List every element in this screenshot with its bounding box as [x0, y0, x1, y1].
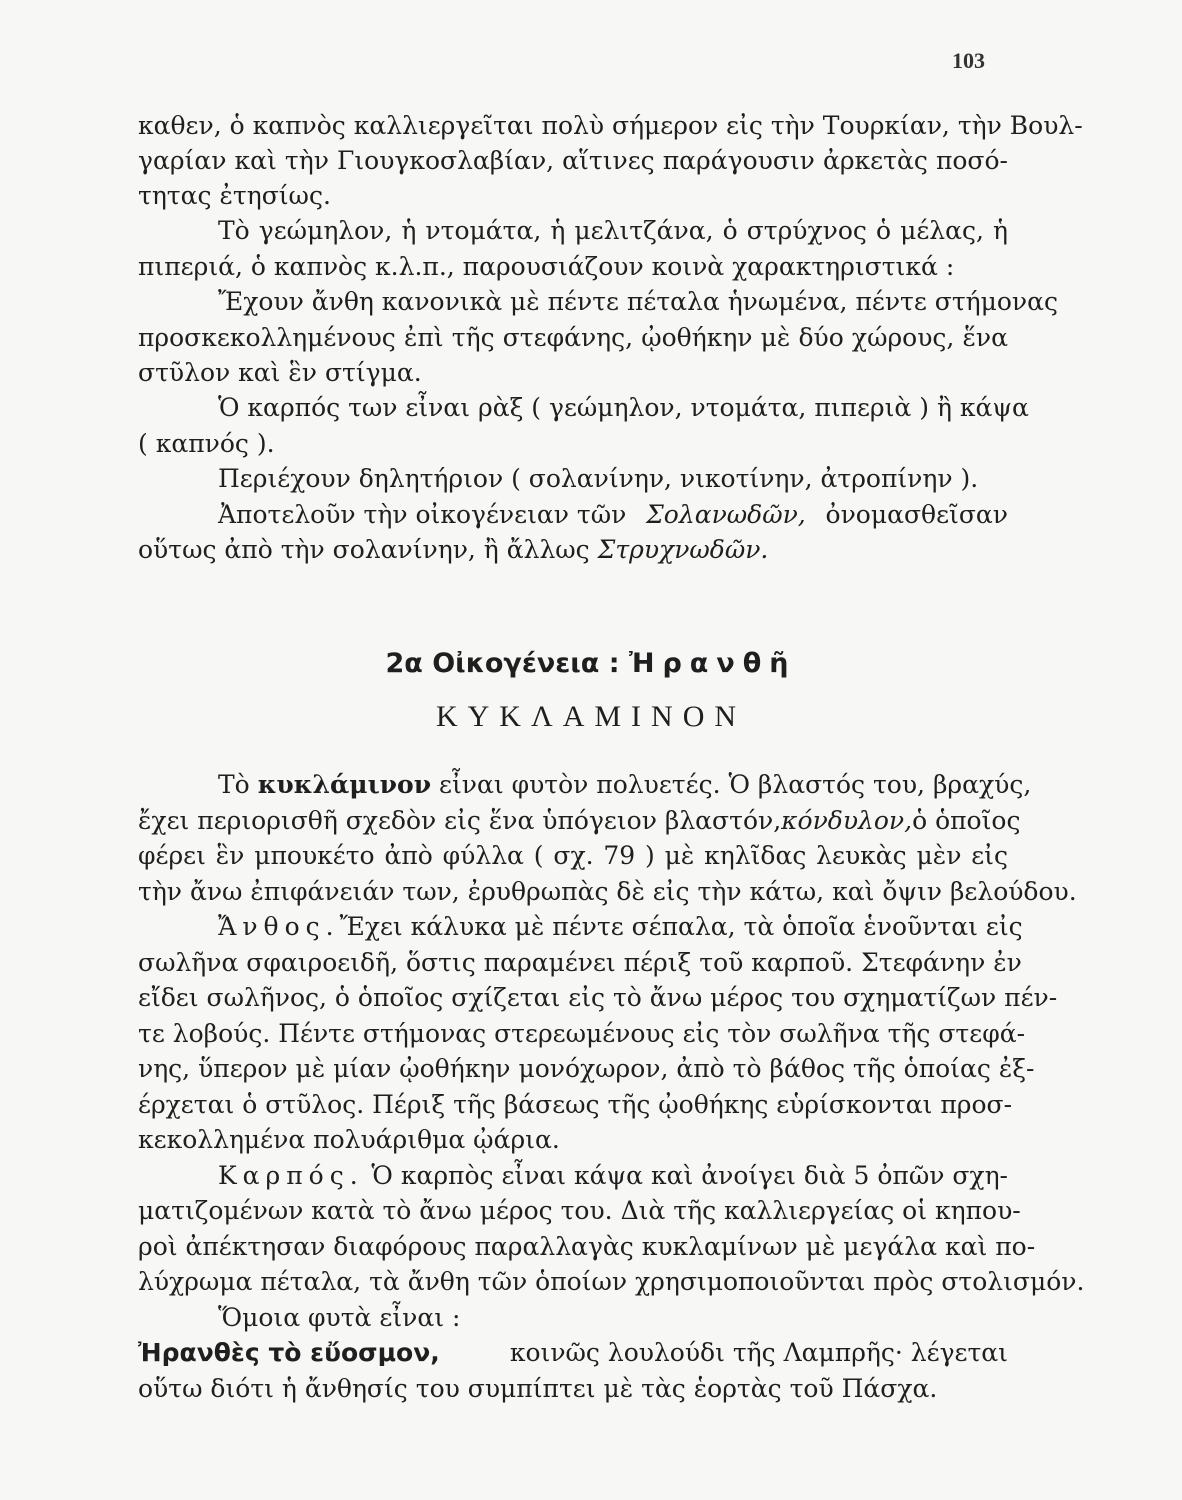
text-line [138, 1335, 1008, 1371]
text-span: ὀνομασθεῖσαν [825, 500, 1008, 529]
text-line: ( καπνός ). [138, 429, 275, 458]
text-line: τητας ἐτησίως. [138, 181, 331, 210]
text-line: γαρίαν καὶ τὴν Γιουγκοσλαβίαν, αἵτινες παράγουσιν ἀρκετὰς ποσό- [138, 146, 1008, 175]
family-heading [0, 648, 1182, 679]
italic-term: Στρυχνωδῶν. [597, 535, 769, 564]
text-span: Ἔχει κάλυκα μὲ πέντε σέπαλα, τὰ ὁποῖα ἑνοῦνται εἰς [339, 912, 1023, 941]
page-number: 103 [952, 48, 985, 73]
text-span: ἔχει περιορισθῆ σχεδὸν εἰς ἕνα ὑπόγειον βλαστόν, [138, 806, 782, 835]
text-line [218, 1158, 1008, 1194]
text-line: σωλῆνα σφαιροειδῆ, ὅστις παραμένει πέριξ τοῦ καρποῦ. Στεφάνην ἐν [138, 948, 1022, 977]
karpos-label: Καρπός. [218, 1161, 364, 1190]
text-line [138, 803, 1021, 839]
family-heading-name: Ἠρανθῆ [628, 648, 797, 679]
text-line: φέρει ἓν μπουκέτο ἀπὸ φύλλα ( σχ. 79 ) μὲ κηλῖδας λευκὰς μὲν εἰς [138, 841, 1008, 870]
family-heading-prefix: 2α Οἰκογένεια : [385, 648, 620, 679]
text-line: προσκεκολλημένους ἐπὶ τῆς στεφάνης, ᾠοθήκην μὲ δύο χώρους, ἕνα [138, 323, 1008, 352]
text-line: εἴδει σωλῆνος, ὁ ὁποῖος σχίζεται εἰς τὸ ἄνω μέρος του σχηματίζων πέν- [138, 983, 1058, 1012]
text-span: κοινῶς λουλούδι τῆς Λαμπρῆς· λέγεται [509, 1338, 1008, 1367]
text-line: έρχεται ὁ στῦλος. Πέριξ τῆς βάσεως τῆς ᾠοθήκης εὑρίσκονται προσ- [138, 1090, 1013, 1119]
text-line: οὕτω διότι ἡ ἄνθησίς του συμπίπτει μὲ τὰς ἑορτὰς τοῦ Πάσχα. [138, 1374, 938, 1403]
text-line: Ὁ καρπός των εἶναι ρὰξ ( γεώμηλον, ντομάτα, πιπεριὰ ) ἢ κάψα [218, 393, 1029, 422]
italic-term: κόνδυλον, [781, 806, 913, 835]
bold-term: κυκλάμινον [257, 770, 432, 799]
text-line: ματιζομένων κατὰ τὸ ἄνω μέρος του. Διὰ τῆς καλλιεργείας οἱ κηπου- [138, 1196, 1021, 1225]
text-line: Ἔχουν ἄνθη κανονικὰ μὲ πέντε πέταλα ἡνωμένα, πέντε στήμονας [218, 287, 1059, 316]
text-span: Ὁ καρπὸς εἶναι κάψα καὶ ἀνοίγει διὰ 5 ὀπῶν σχη- [371, 1161, 1008, 1190]
text-span: εἶναι φυτὸν πολυετές. Ὁ βλαστός του, βραχύς, [439, 770, 1032, 799]
italic-term: Σολανωδῶν, [646, 500, 806, 529]
text-line: πιπεριά, ὁ καπνὸς κ.λ.π., παρουσιάζουν κοινὰ χαρακτηριστικά : [138, 252, 955, 281]
text-line: ροὶ ἀπέκτησαν διαφόρους παραλλαγὰς κυκλαμίνων μὲ μεγάλα καὶ πο- [138, 1232, 1036, 1261]
text-span: οὕτως ἀπὸ τὴν σολανίνην, ἢ ἄλλως [138, 535, 590, 564]
text-line: νης, ὕπερον μὲ μίαν ᾠοθήκην μονόχωρον, ἀπὸ τὸ βάθος τῆς ὁποίας ἐξ- [138, 1054, 1035, 1083]
text-span: Τὸ [218, 770, 250, 799]
text-span: ὁ ὁποῖος [912, 806, 1021, 835]
text-line: καθεν, ὁ καπνὸς καλλιεργεῖται πολὺ σήμερον εἰς τὴν Τουρκίαν, τὴν Βουλ- [138, 111, 1083, 140]
text-line: λύχρωμα πέταλα, τὰ ἄνθη τῶν ὁποίων χρησιμοποιοῦνται πρὸς στολισμόν. [138, 1267, 1085, 1296]
text-span: Ἀποτελοῦν τὴν οἰκογένειαν τῶν [218, 500, 627, 529]
text-line: στῦλον καὶ ἓν στίγμα. [138, 358, 422, 387]
text-line: τε λοβούς. Πέντε στήμονας στερεωμένους εἰς τὸν σωλῆνα τῆς στεφά- [138, 1019, 1026, 1048]
text-line-strychnodon [138, 532, 1008, 568]
text-line: Ὅμοια φυτὰ εἶναι : [218, 1303, 461, 1332]
text-line: τὴν ἄνω ἐπιφάνειάν των, ἐρυθρωπὰς δὲ εἰς τὴν κάτω, καὶ ὄψιν βελούδου. [138, 877, 1077, 906]
text-line: Περιέχουν δηλητήριον ( σολανίνην, νικοτίνην, ἀτροπίνην ). [218, 464, 979, 493]
text-line: κεκολλημένα πολυάριθμα ᾠάρια. [138, 1125, 560, 1154]
bold-term: Ἠρανθὲς τὸ εὔοσμον, [138, 1338, 440, 1367]
text-line-solanodon [218, 497, 1008, 533]
section-title: ΚΥΚΛΑΜΙΝΟΝ [435, 700, 747, 733]
text-line [218, 767, 1032, 803]
anthos-label: Ἄνθος. [218, 912, 340, 941]
text-line: Τὸ γεώμηλον, ἡ ντομάτα, ἡ μελιτζάνα, ὁ στρύχνος ὁ μέλας, ἡ [218, 216, 1008, 245]
text-line [218, 909, 1023, 945]
